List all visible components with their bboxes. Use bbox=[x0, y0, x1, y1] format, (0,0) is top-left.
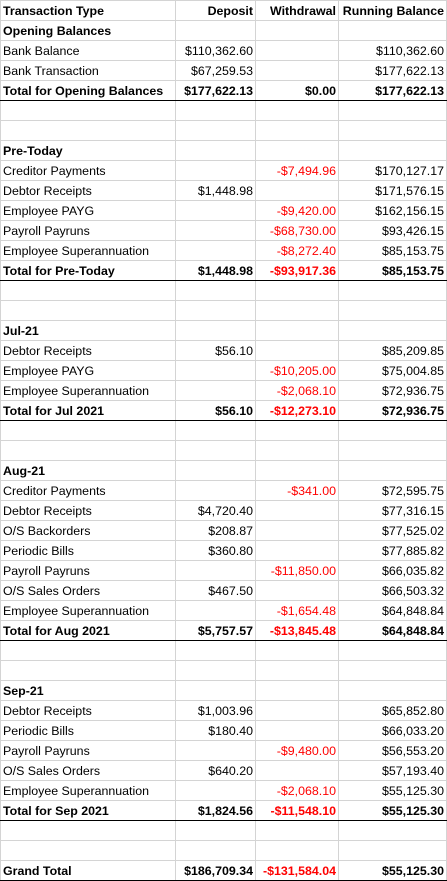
blank-cell bbox=[339, 281, 447, 301]
running-balance-cell: $64,848.84 bbox=[339, 621, 447, 641]
blank-cell bbox=[256, 441, 339, 461]
blank-row bbox=[1, 661, 447, 681]
blank-cell bbox=[176, 821, 256, 841]
deposit-cell: $110,362.60 bbox=[176, 41, 256, 61]
blank-cell bbox=[176, 421, 256, 441]
deposit-cell: $67,259.53 bbox=[176, 61, 256, 81]
deposit-cell: $467.50 bbox=[176, 581, 256, 601]
deposit-cell: $4,720.40 bbox=[176, 501, 256, 521]
blank-cell bbox=[1, 641, 176, 661]
withdrawal-cell bbox=[256, 521, 339, 541]
deposit-cell: $180.40 bbox=[176, 721, 256, 741]
withdrawal-cell bbox=[256, 761, 339, 781]
running-balance-cell: $110,362.60 bbox=[339, 41, 447, 61]
withdrawal-cell bbox=[256, 541, 339, 561]
section-empty-cell bbox=[339, 21, 447, 41]
blank-cell bbox=[256, 421, 339, 441]
blank-row bbox=[1, 301, 447, 321]
transaction-type-cell: Employee Superannuation bbox=[1, 781, 176, 801]
blank-cell bbox=[1, 421, 176, 441]
running-balance-cell: $72,595.75 bbox=[339, 481, 447, 501]
section-total-row bbox=[1, 401, 447, 421]
running-balance-cell: $177,622.13 bbox=[339, 61, 447, 81]
blank-row bbox=[1, 841, 447, 861]
transaction-type-cell: Total for Jul 2021 bbox=[1, 401, 176, 421]
transaction-type-cell: Debtor Receipts bbox=[1, 501, 176, 521]
transaction-row bbox=[1, 521, 447, 541]
section-header-row bbox=[1, 321, 447, 341]
transaction-row bbox=[1, 381, 447, 401]
transaction-row bbox=[1, 581, 447, 601]
transaction-row bbox=[1, 221, 447, 241]
running-balance-cell: $77,525.02 bbox=[339, 521, 447, 541]
running-balance-cell: $66,035.82 bbox=[339, 561, 447, 581]
transaction-type-cell: Payroll Payruns bbox=[1, 741, 176, 761]
section-title: Opening Balances bbox=[1, 21, 176, 41]
deposit-cell bbox=[176, 741, 256, 761]
running-balance-cell: $72,936.75 bbox=[339, 381, 447, 401]
blank-cell bbox=[339, 121, 447, 141]
transaction-row bbox=[1, 561, 447, 581]
running-balance-cell: $171,576.15 bbox=[339, 181, 447, 201]
section-empty-cell bbox=[256, 141, 339, 161]
withdrawal-cell: -$68,730.00 bbox=[256, 221, 339, 241]
running-balance-cell: $85,209.85 bbox=[339, 341, 447, 361]
section-header-row bbox=[1, 21, 447, 41]
running-balance-cell: $56,553.20 bbox=[339, 741, 447, 761]
transaction-row bbox=[1, 601, 447, 621]
blank-cell bbox=[339, 101, 447, 121]
cash-flow-table-body bbox=[1, 1, 447, 881]
transaction-type-cell: Debtor Receipts bbox=[1, 701, 176, 721]
blank-cell bbox=[339, 301, 447, 321]
blank-cell bbox=[176, 441, 256, 461]
transaction-type-cell: Employee PAYG bbox=[1, 361, 176, 381]
section-empty-cell bbox=[176, 321, 256, 341]
withdrawal-cell: -$11,850.00 bbox=[256, 561, 339, 581]
section-empty-cell bbox=[256, 321, 339, 341]
transaction-type-cell: Creditor Payments bbox=[1, 161, 176, 181]
withdrawal-cell: -$13,845.48 bbox=[256, 621, 339, 641]
blank-cell bbox=[256, 121, 339, 141]
blank-cell bbox=[1, 841, 176, 861]
withdrawal-cell: -$11,548.10 bbox=[256, 801, 339, 821]
transaction-row bbox=[1, 201, 447, 221]
running-balance-cell: $55,125.30 bbox=[339, 781, 447, 801]
withdrawal-cell: -$341.00 bbox=[256, 481, 339, 501]
section-empty-cell bbox=[339, 141, 447, 161]
withdrawal-cell: -$7,494.96 bbox=[256, 161, 339, 181]
transaction-row bbox=[1, 701, 447, 721]
section-total-row bbox=[1, 621, 447, 641]
blank-cell bbox=[176, 281, 256, 301]
blank-cell bbox=[176, 121, 256, 141]
transaction-row bbox=[1, 761, 447, 781]
blank-cell bbox=[1, 281, 176, 301]
blank-cell bbox=[176, 301, 256, 321]
transaction-row bbox=[1, 781, 447, 801]
blank-cell bbox=[339, 821, 447, 841]
section-header-row bbox=[1, 461, 447, 481]
transaction-row bbox=[1, 741, 447, 761]
blank-row bbox=[1, 121, 447, 141]
running-balance-cell: $75,004.85 bbox=[339, 361, 447, 381]
section-title: Aug-21 bbox=[1, 461, 176, 481]
transaction-type-cell: Employee Superannuation bbox=[1, 241, 176, 261]
header-running-balance: Running Balance bbox=[339, 1, 447, 21]
grand-total-row bbox=[1, 861, 447, 881]
transaction-row bbox=[1, 241, 447, 261]
deposit-cell bbox=[176, 161, 256, 181]
deposit-cell: $56.10 bbox=[176, 401, 256, 421]
withdrawal-cell: -$2,068.10 bbox=[256, 381, 339, 401]
section-total-row bbox=[1, 81, 447, 101]
transaction-type-cell: Creditor Payments bbox=[1, 481, 176, 501]
blank-cell bbox=[176, 661, 256, 681]
deposit-cell bbox=[176, 601, 256, 621]
section-empty-cell bbox=[176, 141, 256, 161]
running-balance-cell: $66,503.32 bbox=[339, 581, 447, 601]
deposit-cell bbox=[176, 481, 256, 501]
blank-cell bbox=[339, 421, 447, 441]
withdrawal-cell bbox=[256, 721, 339, 741]
blank-cell bbox=[1, 121, 176, 141]
blank-cell bbox=[339, 661, 447, 681]
transaction-type-cell: Periodic Bills bbox=[1, 541, 176, 561]
deposit-cell: $1,003.96 bbox=[176, 701, 256, 721]
blank-cell bbox=[256, 841, 339, 861]
deposit-cell: $360.80 bbox=[176, 541, 256, 561]
blank-cell bbox=[1, 821, 176, 841]
withdrawal-cell: $0.00 bbox=[256, 81, 339, 101]
transaction-type-cell: Bank Balance bbox=[1, 41, 176, 61]
withdrawal-cell bbox=[256, 181, 339, 201]
section-empty-cell bbox=[256, 21, 339, 41]
deposit-cell bbox=[176, 781, 256, 801]
running-balance-cell: $85,153.75 bbox=[339, 261, 447, 281]
running-balance-cell: $66,033.20 bbox=[339, 721, 447, 741]
deposit-cell bbox=[176, 561, 256, 581]
header-transaction-type: Transaction Type bbox=[1, 1, 176, 21]
blank-cell bbox=[339, 441, 447, 461]
withdrawal-cell: -$9,420.00 bbox=[256, 201, 339, 221]
blank-cell bbox=[256, 301, 339, 321]
section-header-row bbox=[1, 141, 447, 161]
running-balance-cell: $77,316.15 bbox=[339, 501, 447, 521]
running-balance-cell: $93,426.15 bbox=[339, 221, 447, 241]
running-balance-cell: $57,193.40 bbox=[339, 761, 447, 781]
transaction-type-cell: Total for Aug 2021 bbox=[1, 621, 176, 641]
transaction-type-cell: Employee PAYG bbox=[1, 201, 176, 221]
transaction-type-cell: Employee Superannuation bbox=[1, 601, 176, 621]
deposit-cell: $1,448.98 bbox=[176, 261, 256, 281]
blank-cell bbox=[256, 641, 339, 661]
transaction-type-cell: Bank Transaction bbox=[1, 61, 176, 81]
blank-row bbox=[1, 641, 447, 661]
running-balance-cell: $85,153.75 bbox=[339, 241, 447, 261]
withdrawal-cell: -$2,068.10 bbox=[256, 781, 339, 801]
running-balance-cell: $177,622.13 bbox=[339, 81, 447, 101]
transaction-type-cell: Debtor Receipts bbox=[1, 341, 176, 361]
running-balance-cell: $64,848.84 bbox=[339, 601, 447, 621]
blank-cell bbox=[256, 101, 339, 121]
blank-cell bbox=[256, 661, 339, 681]
deposit-cell: $186,709.34 bbox=[176, 861, 256, 881]
deposit-cell: $1,824.56 bbox=[176, 801, 256, 821]
withdrawal-cell bbox=[256, 701, 339, 721]
withdrawal-cell: -$9,480.00 bbox=[256, 741, 339, 761]
transaction-type-cell: O/S Backorders bbox=[1, 521, 176, 541]
blank-cell bbox=[1, 301, 176, 321]
transaction-type-cell: O/S Sales Orders bbox=[1, 761, 176, 781]
withdrawal-cell: -$93,917.36 bbox=[256, 261, 339, 281]
running-balance-cell: $65,852.80 bbox=[339, 701, 447, 721]
transaction-type-cell: Grand Total bbox=[1, 861, 176, 881]
transaction-row bbox=[1, 721, 447, 741]
transaction-type-cell: Debtor Receipts bbox=[1, 181, 176, 201]
section-empty-cell bbox=[256, 681, 339, 701]
blank-cell bbox=[1, 661, 176, 681]
transaction-row bbox=[1, 481, 447, 501]
running-balance-cell: $77,885.82 bbox=[339, 541, 447, 561]
transaction-type-cell: Payroll Payruns bbox=[1, 221, 176, 241]
withdrawal-cell: -$12,273.10 bbox=[256, 401, 339, 421]
section-total-row bbox=[1, 261, 447, 281]
transaction-row bbox=[1, 61, 447, 81]
blank-cell bbox=[176, 101, 256, 121]
transaction-type-cell: Total for Sep 2021 bbox=[1, 801, 176, 821]
transaction-row bbox=[1, 541, 447, 561]
blank-row bbox=[1, 441, 447, 461]
blank-row bbox=[1, 101, 447, 121]
section-empty-cell bbox=[339, 681, 447, 701]
header-deposit: Deposit bbox=[176, 1, 256, 21]
transaction-type-cell: Periodic Bills bbox=[1, 721, 176, 741]
withdrawal-cell bbox=[256, 61, 339, 81]
section-empty-cell bbox=[176, 461, 256, 481]
blank-row bbox=[1, 421, 447, 441]
deposit-cell bbox=[176, 361, 256, 381]
transaction-row bbox=[1, 341, 447, 361]
blank-row bbox=[1, 821, 447, 841]
withdrawal-cell: -$131,584.04 bbox=[256, 861, 339, 881]
header-withdrawal: Withdrawal bbox=[256, 1, 339, 21]
deposit-cell: $177,622.13 bbox=[176, 81, 256, 101]
blank-cell bbox=[176, 841, 256, 861]
transaction-type-cell: Employee Superannuation bbox=[1, 381, 176, 401]
running-balance-cell: $55,125.30 bbox=[339, 861, 447, 881]
blank-row bbox=[1, 281, 447, 301]
deposit-cell bbox=[176, 381, 256, 401]
withdrawal-cell bbox=[256, 341, 339, 361]
withdrawal-cell bbox=[256, 501, 339, 521]
blank-cell bbox=[1, 101, 176, 121]
blank-cell bbox=[256, 821, 339, 841]
blank-cell bbox=[1, 441, 176, 461]
deposit-cell: $208.87 bbox=[176, 521, 256, 541]
running-balance-cell: $170,127.17 bbox=[339, 161, 447, 181]
blank-cell bbox=[339, 641, 447, 661]
deposit-cell bbox=[176, 201, 256, 221]
withdrawal-cell: -$8,272.40 bbox=[256, 241, 339, 261]
transaction-row bbox=[1, 161, 447, 181]
running-balance-cell: $55,125.30 bbox=[339, 801, 447, 821]
section-empty-cell bbox=[256, 461, 339, 481]
section-header-row bbox=[1, 681, 447, 701]
section-empty-cell bbox=[339, 321, 447, 341]
transaction-row bbox=[1, 501, 447, 521]
deposit-cell: $640.20 bbox=[176, 761, 256, 781]
deposit-cell: $56.10 bbox=[176, 341, 256, 361]
section-empty-cell bbox=[176, 681, 256, 701]
withdrawal-cell: -$10,205.00 bbox=[256, 361, 339, 381]
transaction-row bbox=[1, 361, 447, 381]
section-empty-cell bbox=[339, 461, 447, 481]
deposit-cell bbox=[176, 241, 256, 261]
blank-cell bbox=[256, 281, 339, 301]
section-title: Pre-Today bbox=[1, 141, 176, 161]
transaction-type-cell: Total for Pre-Today bbox=[1, 261, 176, 281]
transaction-type-cell: Total for Opening Balances bbox=[1, 81, 176, 101]
withdrawal-cell: -$1,654.48 bbox=[256, 601, 339, 621]
blank-cell bbox=[339, 841, 447, 861]
transaction-type-cell: O/S Sales Orders bbox=[1, 581, 176, 601]
running-balance-cell: $162,156.15 bbox=[339, 201, 447, 221]
deposit-cell: $5,757.57 bbox=[176, 621, 256, 641]
deposit-cell: $1,448.98 bbox=[176, 181, 256, 201]
header-row bbox=[1, 1, 447, 21]
section-empty-cell bbox=[176, 21, 256, 41]
transaction-row bbox=[1, 41, 447, 61]
withdrawal-cell bbox=[256, 581, 339, 601]
running-balance-cell: $72,936.75 bbox=[339, 401, 447, 421]
section-total-row bbox=[1, 801, 447, 821]
transaction-row bbox=[1, 181, 447, 201]
deposit-cell bbox=[176, 221, 256, 241]
section-title: Sep-21 bbox=[1, 681, 176, 701]
section-title: Jul-21 bbox=[1, 321, 176, 341]
withdrawal-cell bbox=[256, 41, 339, 61]
transaction-type-cell: Payroll Payruns bbox=[1, 561, 176, 581]
blank-cell bbox=[176, 641, 256, 661]
